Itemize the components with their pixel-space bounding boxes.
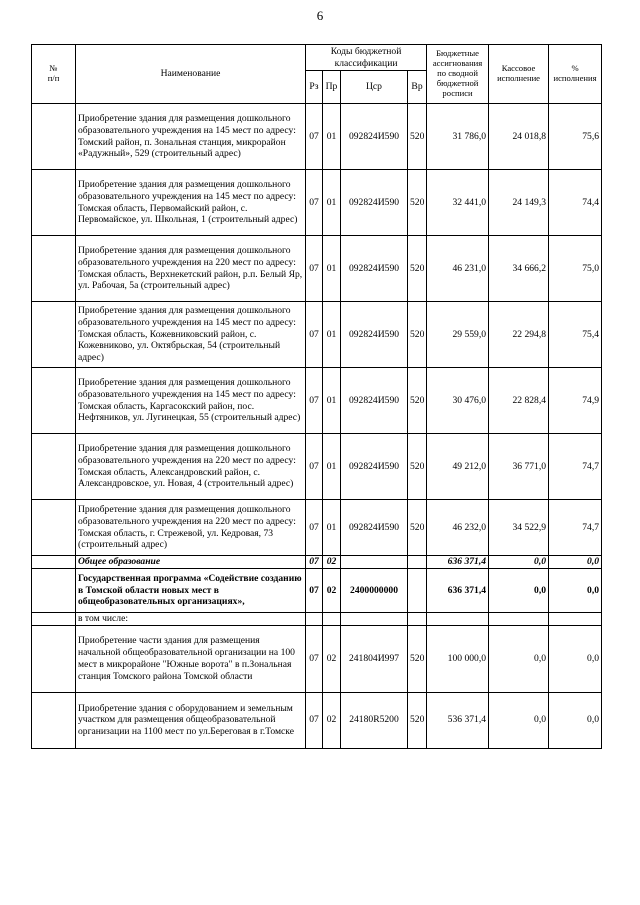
row-percent: 75,0: [549, 236, 602, 302]
row-pr: 02: [323, 692, 341, 748]
table-row: [32, 302, 602, 368]
row-csr: 241804И997: [341, 625, 408, 692]
program-rz: 07: [306, 569, 323, 613]
row-assignment: 46 231,0: [427, 236, 489, 302]
row-vr: 520: [408, 368, 427, 434]
row-percent: 74,9: [549, 368, 602, 434]
row-percent: 74,4: [549, 170, 602, 236]
section-name: Общее образование: [76, 556, 306, 569]
row-name: Приобретение здания для размещения дошкольного образовательного учреждения на 220 мест по адресу: Томская область, г. Стрежевой, ул. Кедровая, 73 (строительный адрес): [76, 500, 306, 556]
header-percent: % исполнения: [549, 45, 602, 104]
row-rz: 07: [306, 302, 323, 368]
row-name: Приобретение здания для размещения дошкольного образовательного учреждения на 145 мест по адресу: Томская область, Кожевниковский район, с. Кожевниково, ул. Октябрьская, 54 (строительный адрес): [76, 302, 306, 368]
row-cash: 34 522,9: [489, 500, 549, 556]
row-assignment: 31 786,0: [427, 104, 489, 170]
row-csr: 24180R5200: [341, 692, 408, 748]
row-vr: 520: [408, 104, 427, 170]
table-row: [32, 236, 602, 302]
row-name: Приобретение здания для размещения дошкольного образовательного учреждения на 220 мест по адресу: Томская область, Верхнекетский район, р.п. Белый Яр, ул. Рабочая, 5а (строительный адрес): [76, 236, 306, 302]
row-vr: 520: [408, 692, 427, 748]
program-row: [32, 569, 602, 613]
row-name: Приобретение здания для размещения дошкольного образовательного учреждения на 220 мест по адресу: Томская область, Александровский район, с. Александровское, ул. Новая, 4 (строительный адрес): [76, 434, 306, 500]
row-vr: 520: [408, 236, 427, 302]
section-assignment: 636 371,4: [427, 556, 489, 569]
header-rz: Рз: [306, 71, 323, 104]
row-pr: 01: [323, 302, 341, 368]
section-vr: [408, 556, 427, 569]
section-csr: [341, 556, 408, 569]
row-cash: 0,0: [489, 692, 549, 748]
program-assignment: 636 371,4: [427, 569, 489, 613]
program-vr: [408, 569, 427, 613]
row-name: Приобретение части здания для размещения начальной общеобразовательной организации на 100 мест в микрорайоне "Южные ворота" в п.Зональная станция Томского района Томской области: [76, 625, 306, 692]
row-assignment: 46 232,0: [427, 500, 489, 556]
program-name: Государственная программа «Содействие созданию в Томской области новых мест в общеобразовательных организациях»,: [76, 569, 306, 613]
row-pr: 01: [323, 104, 341, 170]
row-rz: 07: [306, 104, 323, 170]
row-pr: 01: [323, 500, 341, 556]
row-rz: 07: [306, 170, 323, 236]
row-pr: 01: [323, 368, 341, 434]
section-num-cell: [32, 556, 76, 569]
row-num-cell: [32, 368, 76, 434]
row-pr: 01: [323, 170, 341, 236]
row-cash: 0,0: [489, 625, 549, 692]
table-row: [32, 104, 602, 170]
row-num-cell: [32, 434, 76, 500]
row-assignment: 100 000,0: [427, 625, 489, 692]
table-row: [32, 500, 602, 556]
row-vr: 520: [408, 500, 427, 556]
row-assignment: 29 559,0: [427, 302, 489, 368]
row-vr: 520: [408, 434, 427, 500]
row-num-cell: [32, 236, 76, 302]
row-rz: 07: [306, 434, 323, 500]
row-rz: 07: [306, 692, 323, 748]
header-pr: Пр: [323, 71, 341, 104]
row-num-cell: [32, 302, 76, 368]
row-percent: 74,7: [549, 500, 602, 556]
row-num-cell: [32, 104, 76, 170]
row-rz: 07: [306, 625, 323, 692]
row-assignment: 49 212,0: [427, 434, 489, 500]
row-assignment: 536 371,4: [427, 692, 489, 748]
row-num-cell: [32, 625, 76, 692]
header-assignments: Бюджетные ассигнования по сводной бюджетной росписи: [427, 45, 489, 104]
row-cash: 24 018,8: [489, 104, 549, 170]
table-row: [32, 692, 602, 748]
row-csr: 092824И590: [341, 236, 408, 302]
row-rz: 07: [306, 500, 323, 556]
row-name: Приобретение здания для размещения дошкольного образовательного учреждения на 145 мест по адресу: Томская область, Каргасокский район, пос. Нефтяников, ул. Лугинецкая, 55 (строительный адрес): [76, 368, 306, 434]
row-pr: 01: [323, 236, 341, 302]
row-percent: 75,4: [549, 302, 602, 368]
section-percent: 0,0: [549, 556, 602, 569]
row-csr: 092824И590: [341, 434, 408, 500]
row-cash: 34 666,2: [489, 236, 549, 302]
header-vr: Вр: [408, 71, 427, 104]
row-name: Приобретение здания для размещения дошкольного образовательного учреждения на 145 мест по адресу: Томская область, Первомайский район, с. Первомайское, ул. Школьная, 1 (строительный адрес): [76, 170, 306, 236]
section-row: [32, 556, 602, 569]
row-percent: 75,6: [549, 104, 602, 170]
table-row: [32, 434, 602, 500]
row-assignment: 30 476,0: [427, 368, 489, 434]
section-rz: 07: [306, 556, 323, 569]
row-cash: 22 294,8: [489, 302, 549, 368]
row-csr: 092824И590: [341, 104, 408, 170]
row-name: Приобретение здания с оборудованием и земельным участком для размещения общеобразовательной организации на 1100 мест по ул.Береговая в г.Томске: [76, 692, 306, 748]
row-name: Приобретение здания для размещения дошкольного образовательного учреждения на 145 мест по адресу: Томский район, п. Зональная станция, микрорайон «Радужный», 529 (строительный адрес): [76, 104, 306, 170]
row-num-cell: [32, 500, 76, 556]
row-csr: 092824И590: [341, 302, 408, 368]
section-pr: 02: [323, 556, 341, 569]
header-codes-group: Коды бюджетной классификации: [306, 45, 427, 71]
including-row: [32, 613, 602, 626]
header-num: № п/п: [32, 45, 76, 104]
row-vr: 520: [408, 625, 427, 692]
row-pr: 01: [323, 434, 341, 500]
row-csr: 092824И590: [341, 170, 408, 236]
program-csr: 2400000000: [341, 569, 408, 613]
row-assignment: 32 441,0: [427, 170, 489, 236]
row-num-cell: [32, 170, 76, 236]
row-percent: 74,7: [549, 434, 602, 500]
including-label: в том числе:: [76, 613, 306, 626]
row-cash: 24 149,3: [489, 170, 549, 236]
page-number: 6: [316, 8, 324, 23]
budget-execution-table: [31, 44, 602, 749]
header-name: Наименование: [76, 45, 306, 104]
row-rz: 07: [306, 368, 323, 434]
row-vr: 520: [408, 170, 427, 236]
row-percent: 0,0: [549, 692, 602, 748]
row-cash: 36 771,0: [489, 434, 549, 500]
row-csr: 092824И590: [341, 500, 408, 556]
header-cash-execution: Кассовое исполнение: [489, 45, 549, 104]
program-num-cell: [32, 569, 76, 613]
row-cash: 22 828,4: [489, 368, 549, 434]
program-cash: 0,0: [489, 569, 549, 613]
row-percent: 0,0: [549, 625, 602, 692]
row-rz: 07: [306, 236, 323, 302]
row-pr: 02: [323, 625, 341, 692]
program-percent: 0,0: [549, 569, 602, 613]
header-csr: Цср: [341, 71, 408, 104]
row-num-cell: [32, 692, 76, 748]
row-vr: 520: [408, 302, 427, 368]
table-row: [32, 368, 602, 434]
row-csr: 092824И590: [341, 368, 408, 434]
section-cash: 0,0: [489, 556, 549, 569]
program-pr: 02: [323, 569, 341, 613]
table-row: [32, 625, 602, 692]
including-num-cell: [32, 613, 76, 626]
table-row: [32, 170, 602, 236]
